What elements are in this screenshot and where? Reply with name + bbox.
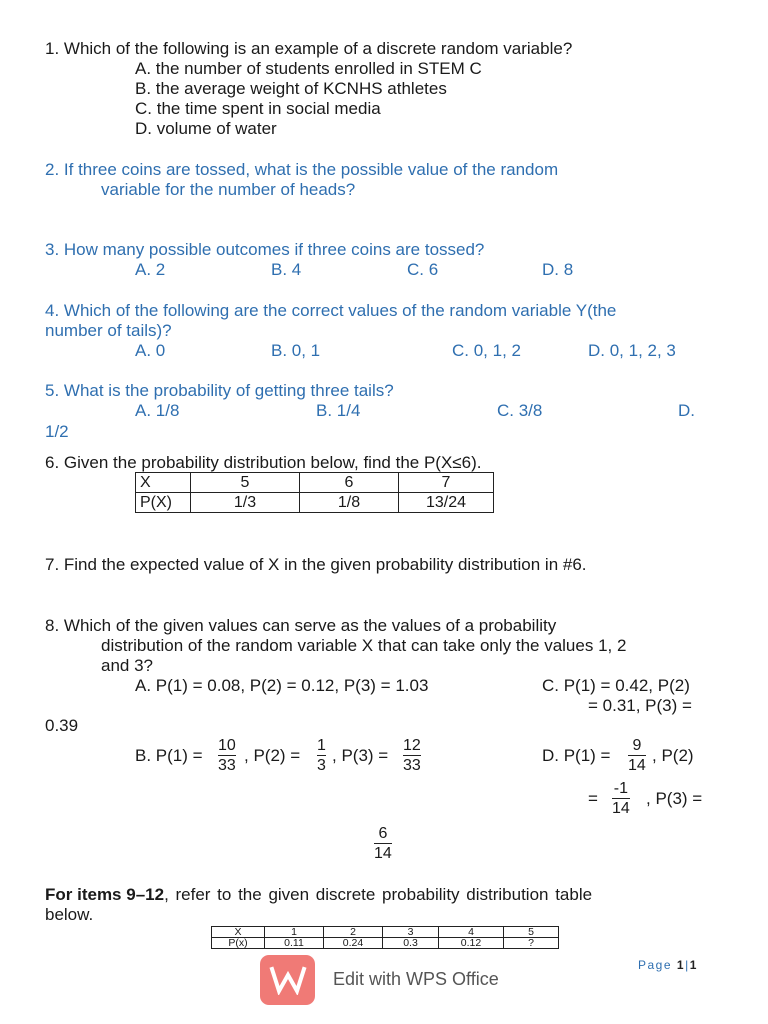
table-cell: 0.11: [265, 938, 324, 949]
q3-option-a: A. 2: [135, 260, 166, 279]
numerator: 1: [317, 737, 326, 754]
denominator: 14: [628, 757, 646, 774]
q8-option-c-line3: 0.39: [45, 716, 79, 735]
q7-stem: 7. Find the expected value of X in the given probability distribution in #6.: [45, 555, 587, 574]
page-separator: |: [685, 958, 690, 972]
denominator: 14: [612, 800, 630, 817]
items-9-12-intro: [45, 885, 592, 905]
numerator: 12: [403, 737, 421, 754]
table-cell: 2: [324, 927, 383, 938]
page-current: 1: [676, 958, 686, 972]
q8-option-b-fraction-2: [317, 737, 326, 774]
q8-line3: and 3?: [101, 656, 153, 675]
q8-option-b-p2-label: , P(2) =: [244, 746, 301, 765]
q4-option-b: B. 0, 1: [271, 341, 321, 360]
page-total: 1: [689, 958, 698, 972]
wps-w-icon: [269, 965, 307, 995]
q8-option-d-fraction-1: [628, 737, 646, 774]
q4-option-c: C. 0, 1, 2: [452, 341, 521, 360]
table-row: [212, 927, 559, 938]
q8-option-a: A. P(1) = 0.08, P(2) = 0.12, P(3) = 1.03: [135, 676, 429, 695]
table-cell: 0.3: [383, 938, 439, 949]
items-9-12-rest: , refer to the given discrete probability distribution table: [164, 885, 593, 904]
numerator: 9: [632, 737, 642, 754]
q5-option-d-value: 1/2: [45, 422, 69, 441]
q8-option-d-p2-label: , P(2): [652, 746, 694, 765]
q4-line2: number of tails)?: [45, 321, 172, 340]
denominator: 33: [218, 757, 236, 774]
items-9-12-bold: For items 9–12: [45, 885, 165, 904]
q8-option-d-fraction-2: [612, 780, 630, 817]
q8-option-c-line2: = 0.31, P(3) =: [588, 696, 692, 715]
q8-line2: distribution of the random variable X that can take only the values 1, 2: [101, 636, 627, 655]
table-cell: 3: [383, 927, 439, 938]
q5-option-a: A. 1/8: [135, 401, 180, 420]
numerator: 10: [218, 737, 236, 754]
q8-option-b-fraction-1: [218, 737, 236, 774]
numerator: 6: [378, 825, 388, 842]
q8-option-d-equals: =: [588, 789, 598, 808]
items-9-12-probability-table: [211, 926, 559, 949]
table-cell: X: [136, 473, 191, 493]
table-cell: 7: [399, 473, 494, 493]
page-number: [638, 958, 698, 972]
denominator: 14: [374, 845, 392, 862]
q8-option-c-line1: C. P(1) = 0.42, P(2): [542, 676, 690, 695]
table-cell: P(X): [136, 493, 191, 513]
q5-option-c: C. 3/8: [497, 401, 543, 420]
q8-option-b-p3-label: , P(3) =: [332, 746, 389, 765]
q4-line1: 4. Which of the following are the correct values of the random variable Y(the: [45, 301, 617, 320]
page-label: Page: [638, 958, 673, 972]
q8-option-b-label: B. P(1) =: [135, 746, 203, 765]
q4-option-d: D. 0, 1, 2, 3: [588, 341, 676, 360]
table-cell: 13/24: [399, 493, 494, 513]
table-cell: 4: [439, 927, 504, 938]
q8-line1: 8. Which of the given values can serve as the values of a probability: [45, 616, 557, 635]
edit-with-wps-link[interactable]: Edit with WPS Office: [333, 969, 499, 989]
q4-option-a: A. 0: [135, 341, 166, 360]
table-row: [136, 493, 494, 513]
q5-option-b: B. 1/4: [316, 401, 361, 420]
table-cell: 1/3: [191, 493, 300, 513]
denominator: 33: [403, 757, 421, 774]
q1-option-c: C. the time spent in social media: [135, 99, 381, 118]
q3-option-d: D. 8: [542, 260, 574, 279]
table-cell: 5: [191, 473, 300, 493]
table-cell: 5: [504, 927, 559, 938]
q1-option-d: D. volume of water: [135, 119, 277, 138]
q1-option-b: B. the average weight of KCNHS athletes: [135, 79, 447, 98]
q2-line1: 2. If three coins are tossed, what is the possible value of the random: [45, 160, 559, 179]
q2-line2: variable for the number of heads?: [101, 180, 356, 199]
table-cell: X: [212, 927, 265, 938]
q5-option-d-letter: D.: [678, 401, 695, 420]
table-row: [212, 938, 559, 949]
table-cell: ?: [504, 938, 559, 949]
table-row: [136, 473, 494, 493]
q6-stem: 6. Given the probability distribution below, find the P(X≤6).: [45, 453, 482, 472]
q1-option-a: A. the number of students enrolled in STEM C: [135, 59, 482, 78]
q6-probability-table: [135, 472, 494, 513]
q3-option-b: B. 4: [271, 260, 302, 279]
table-cell: 0.12: [439, 938, 504, 949]
q5-stem: 5. What is the probability of getting three tails?: [45, 381, 394, 400]
q8-option-d-p3-label: , P(3) =: [646, 789, 703, 808]
table-cell: P(x): [212, 938, 265, 949]
q3-stem: 3. How many possible outcomes if three coins are tossed?: [45, 240, 485, 259]
q8-option-b-fraction-3: [403, 737, 421, 774]
table-cell: 6: [300, 473, 399, 493]
numerator: -1: [613, 780, 629, 797]
table-cell: 1: [265, 927, 324, 938]
items-9-12-rest-line2: below.: [45, 905, 94, 924]
q8-option-d-fraction-3: [374, 825, 392, 862]
wps-office-logo[interactable]: [260, 955, 315, 1005]
q8-option-d-label: D. P(1) =: [542, 746, 611, 765]
q3-option-c: C. 6: [407, 260, 439, 279]
q1-stem: 1. Which of the following is an example of a discrete random variable?: [45, 39, 573, 58]
denominator: 3: [317, 757, 326, 774]
table-cell: 0.24: [324, 938, 383, 949]
table-cell: 1/8: [300, 493, 399, 513]
